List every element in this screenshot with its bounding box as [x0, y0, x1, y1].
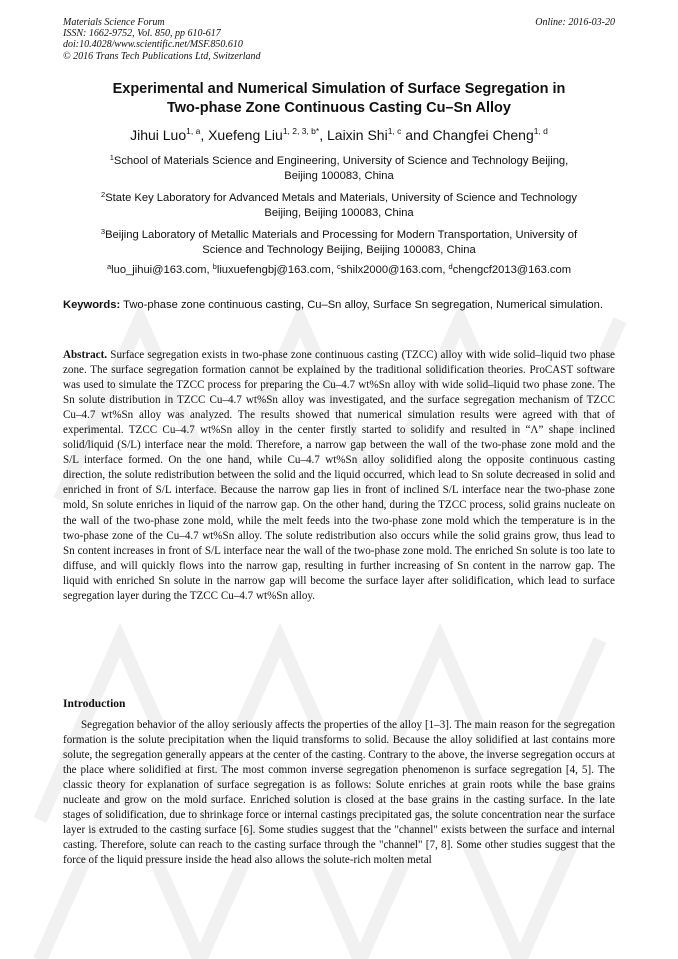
author-name: Jihui Luo — [130, 127, 187, 143]
affil-text: State Key Laboratory for Advanced Metals and Materials, University of Science and Technology — [105, 192, 577, 204]
author-list — [63, 126, 615, 144]
abstract-label: Abstract. — [63, 349, 108, 361]
abstract-section — [63, 348, 615, 604]
author-separator: , — [319, 127, 327, 143]
keywords-text: Two-phase zone continuous casting, Cu–Sn alloy, Surface Sn segregation, Numerical simulation. — [123, 299, 603, 311]
keywords-section — [63, 298, 615, 313]
email-address[interactable]: chengcf2013@163.com — [452, 264, 572, 276]
title-line-2: Two-phase Zone Continuous Casting Cu–Sn Alloy — [167, 100, 511, 116]
affil-number: 1 — [109, 153, 114, 162]
author-name: Changfei Cheng — [432, 127, 534, 143]
email-address[interactable]: liuxuefengbj@163.com — [216, 264, 331, 276]
email-marker: c — [337, 262, 341, 271]
affil-text: Beijing Laboratory of Metallic Materials and Processing for Modern Transportation, University of — [105, 229, 578, 241]
email-separator: , — [442, 264, 449, 276]
author-name: Laixin Shi — [327, 127, 388, 143]
affil-text: Beijing, Beijing 100083, China — [264, 207, 414, 219]
email-address[interactable]: shilx2000@163.com — [340, 264, 443, 276]
author-affil-marker: 1, 2, 3, b* — [282, 126, 320, 136]
affil-text: Beijing 100083, China — [284, 170, 394, 182]
affil-text: School of Materials Science and Engineering, University of Science and Technology Beijing, — [113, 155, 569, 167]
affiliation-3 — [70, 228, 608, 258]
title-line-1: Experimental and Numerical Simulation of Surface Segregation in — [112, 81, 566, 97]
affiliation-1 — [70, 154, 608, 184]
email-address[interactable]: luo_jihui@163.com — [111, 264, 207, 276]
email-separator: , — [330, 264, 338, 276]
email-marker: d — [448, 262, 453, 271]
online-date: Online: 2016-03-20 — [535, 17, 615, 28]
keywords-label: Keywords: — [63, 299, 121, 311]
publication-info — [63, 17, 363, 62]
author-affil-marker: 1, d — [533, 126, 548, 136]
email-marker: a — [106, 262, 112, 271]
copyright-line: © 2016 Trans Tech Publications Ltd, Switzerland — [63, 50, 261, 62]
introduction-heading: Introduction — [63, 698, 126, 710]
journal-name: Materials Science Forum — [63, 17, 165, 28]
introduction-text: Segregation behavior of the alloy seriously affects the properties of the alloy [1–3]. The main reason for the segregation formation is the solute precipitation when the liquid transforms to solid. Because the alloy solidified at last contains more solute, the segregation generally appears at the center of the casting. Contrary to the above, the inverse segregation occurs at the place where solidified at first. The most common inverse segregation phenomenon is surface segregation [4, 5]. The classic theory for explanation of surface segregation is as follows: Solute enriches at grain roots while the base grains nucleate and grow on the mold surface. Enriched solution is closed at the base grains in the casting surface. In the late stages of solidification, due to shrinkage force or internal castings precipitated gas, the solute concentration near the surface layer is extruded to the casting surface [6]. Some studies suggest that the "channel" exists between the surface and internal casting. Therefore, solute can reach to the casting surface through the "channel" [7, 8]. Some other studies suggest that the force of the liquid pressure inside the head also allows the solute-rich molten metal — [63, 719, 616, 867]
abstract-text: Surface segregation exists in two-phase zone continuous casting (TZCC) alloy with wide solid–liquid two phase zone. The surface segregation formation cannot be explained by the traditional solidification theories. ProCAST software was used to simulate the TZCC process for preparing the Cu–4.7 wt%Sn alloy with wide solid–liquid two phase zone. The Sn solute distribution in TZCC Cu–4.7 wt%Sn alloy was investigated, and the surface segregation mechanism of TZCC Cu–4.7 wt%Sn alloy was analyzed. The results showed that numerical simulation results were agreed with that of experimental. TZCC Cu–4.7 wt%Sn alloy in the center firstly started to solidify and resulted in “Λ” shape inclined solid/liquid (S/L) interface near the mold. Therefore, a narrow gap between the wall of the two-phase zone mold and the S/L interface formed. On the one hand, while Cu–4.7 wt%Sn alloy solidified along the opposite continuous casting direction, the solute redistribution between the solid and the liquid occurred, which lead to Sn solute decreased in solid and enriched in front of S/L interface. Because the narrow gap lies in front of inclined S/L interface near the two-phase zone mold, Sn solute enriches in liquid of the narrow gap. On the other hand, during the TZCC process, solid grains nucleate on the wall of the two-phase zone mold, while the melt feeds into the two-phase zone mold which the temperature is in the two-phase zone of the Cu–4.7 wt%Sn alloy. The solute redistribution also occurs while the solid grains grow, thus lead to Sn content increases in front of S/L interface near the wall of the two-phase zone mold. The enriched Sn solute is too late to diffuse, and will quickly flows into the narrow gap, resulting in further increasing of Sn content in the narrow gap. The liquid with enriched Sn solute in the narrow gap will become the surface layer after solidification, which lead to surface segregation layer during the TZCC Cu–4.7 wt%Sn alloy. — [63, 349, 615, 602]
paper-title — [63, 80, 615, 118]
affiliation-2 — [70, 191, 608, 221]
author-affil-marker: 1, c — [387, 126, 402, 136]
affil-number: 3 — [100, 227, 106, 236]
issn-line: ISSN: 1662-9752, Vol. 850, pp 610-617 — [63, 28, 221, 40]
author-emails — [63, 263, 615, 278]
affil-number: 2 — [101, 190, 106, 199]
author-affil-marker: 1, a — [186, 126, 201, 136]
author-separator: and — [401, 127, 433, 143]
doi-line: doi:10.4028/www.scientific.net/MSF.850.610 — [63, 39, 243, 51]
email-marker: b — [212, 262, 217, 271]
email-separator: , — [206, 264, 213, 276]
author-name: Xuefeng Liu — [208, 127, 283, 143]
author-separator: , — [200, 127, 209, 143]
affil-text: Science and Technology Beijing, Beijing 100083, China — [202, 244, 476, 256]
